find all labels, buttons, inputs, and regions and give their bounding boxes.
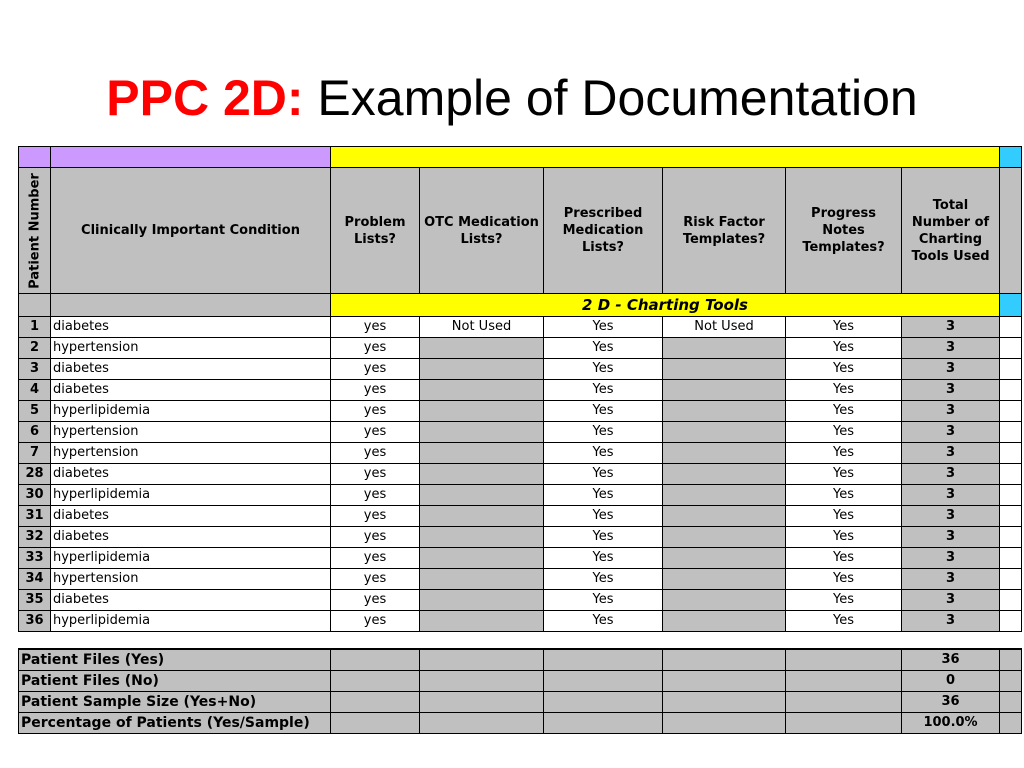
table-row xyxy=(19,569,1022,590)
title-rest: Example of Documentation xyxy=(317,70,918,126)
problem-cell: yes xyxy=(331,359,420,380)
risk-cell xyxy=(663,569,786,590)
patient-number: 28 xyxy=(19,464,51,485)
section-row xyxy=(19,294,1022,317)
condition-cell: diabetes xyxy=(51,464,331,485)
patient-number: 3 xyxy=(19,359,51,380)
otc-cell xyxy=(420,380,544,401)
patient-number: 35 xyxy=(19,590,51,611)
summary-label: Percentage of Patients (Yes/Sample) xyxy=(19,713,331,734)
risk-cell xyxy=(663,359,786,380)
otc-cell xyxy=(420,506,544,527)
progress-cell: Yes xyxy=(786,338,902,359)
otc-cell xyxy=(420,464,544,485)
table-row xyxy=(19,317,1022,338)
prescribed-cell: Yes xyxy=(544,338,663,359)
prescribed-cell: Yes xyxy=(544,590,663,611)
patient-number: 6 xyxy=(19,422,51,443)
total-cell: 3 xyxy=(902,506,1000,527)
total-cell: 3 xyxy=(902,401,1000,422)
condition-cell: hypertension xyxy=(51,422,331,443)
header-total-tools: Total Number of Charting Tools Used xyxy=(902,168,1000,294)
total-cell: 3 xyxy=(902,590,1000,611)
prescribed-cell: Yes xyxy=(544,611,663,632)
problem-cell: yes xyxy=(331,611,420,632)
table-row xyxy=(19,527,1022,548)
problem-cell: yes xyxy=(331,527,420,548)
total-cell: 3 xyxy=(902,317,1000,338)
patient-number: 31 xyxy=(19,506,51,527)
condition-cell: hypertension xyxy=(51,338,331,359)
risk-cell xyxy=(663,548,786,569)
condition-cell: diabetes xyxy=(51,590,331,611)
risk-cell xyxy=(663,506,786,527)
total-cell: 3 xyxy=(902,611,1000,632)
prescribed-cell: Yes xyxy=(544,548,663,569)
summary-label: Patient Files (Yes) xyxy=(19,649,331,671)
table-row xyxy=(19,380,1022,401)
total-cell: 3 xyxy=(902,359,1000,380)
condition-cell: diabetes xyxy=(51,527,331,548)
total-cell: 3 xyxy=(902,443,1000,464)
summary-value: 0 xyxy=(902,671,1000,692)
progress-cell: Yes xyxy=(786,380,902,401)
otc-cell xyxy=(420,611,544,632)
risk-cell xyxy=(663,611,786,632)
problem-cell: yes xyxy=(331,443,420,464)
table-row xyxy=(19,422,1022,443)
problem-cell: yes xyxy=(331,338,420,359)
table-row xyxy=(19,590,1022,611)
patient-number: 4 xyxy=(19,380,51,401)
summary-value: 100.0% xyxy=(902,713,1000,734)
otc-cell xyxy=(420,443,544,464)
problem-cell: yes xyxy=(331,380,420,401)
header-row xyxy=(19,168,1022,294)
condition-cell: diabetes xyxy=(51,317,331,338)
prescribed-cell: Yes xyxy=(544,569,663,590)
total-cell: 3 xyxy=(902,548,1000,569)
problem-cell: yes xyxy=(331,548,420,569)
patient-number: 5 xyxy=(19,401,51,422)
band-purple-2 xyxy=(51,147,331,168)
progress-cell: Yes xyxy=(786,590,902,611)
problem-cell: yes xyxy=(331,569,420,590)
spreadsheet xyxy=(18,146,1024,768)
patient-number: 32 xyxy=(19,527,51,548)
header-patient-number: Patient Number xyxy=(19,168,51,294)
section-label: 2 D - Charting Tools xyxy=(331,294,1000,317)
condition-cell: hypertension xyxy=(51,443,331,464)
table-row xyxy=(19,443,1022,464)
problem-cell: yes xyxy=(331,422,420,443)
condition-cell: hypertension xyxy=(51,569,331,590)
table-row xyxy=(19,338,1022,359)
header-prescribed-medication: Prescribed Medication Lists? xyxy=(544,168,663,294)
condition-cell: hyperlipidemia xyxy=(51,611,331,632)
condition-cell: hyperlipidemia xyxy=(51,548,331,569)
prescribed-cell: Yes xyxy=(544,464,663,485)
prescribed-cell: Yes xyxy=(544,401,663,422)
summary-row xyxy=(19,713,1022,734)
header-cut-off xyxy=(1000,168,1022,294)
header-problem-lists: Problem Lists? xyxy=(331,168,420,294)
otc-cell xyxy=(420,338,544,359)
color-band-row xyxy=(19,147,1022,168)
total-cell: 3 xyxy=(902,569,1000,590)
total-cell: 3 xyxy=(902,485,1000,506)
table-row xyxy=(19,464,1022,485)
summary-row xyxy=(19,671,1022,692)
risk-cell xyxy=(663,464,786,485)
summary-row xyxy=(19,692,1022,713)
progress-cell: Yes xyxy=(786,401,902,422)
header-condition: Clinically Important Condition xyxy=(51,168,331,294)
slide-title xyxy=(0,70,1024,126)
progress-cell: Yes xyxy=(786,485,902,506)
problem-cell: yes xyxy=(331,464,420,485)
patient-number: 36 xyxy=(19,611,51,632)
summary-row xyxy=(19,649,1022,671)
risk-cell xyxy=(663,485,786,506)
patient-number: 30 xyxy=(19,485,51,506)
progress-cell: Yes xyxy=(786,569,902,590)
otc-cell xyxy=(420,401,544,422)
patient-number: 2 xyxy=(19,338,51,359)
prescribed-cell: Yes xyxy=(544,359,663,380)
table-row xyxy=(19,359,1022,380)
summary-value: 36 xyxy=(902,649,1000,671)
condition-cell: diabetes xyxy=(51,359,331,380)
spacer-row xyxy=(19,632,1022,650)
risk-cell xyxy=(663,590,786,611)
table-row xyxy=(19,401,1022,422)
risk-cell xyxy=(663,443,786,464)
condition-cell: hyperlipidemia xyxy=(51,401,331,422)
table-row xyxy=(19,485,1022,506)
prescribed-cell: Yes xyxy=(544,506,663,527)
progress-cell: Yes xyxy=(786,527,902,548)
risk-cell xyxy=(663,401,786,422)
otc-cell: Not Used xyxy=(420,317,544,338)
total-cell: 3 xyxy=(902,527,1000,548)
progress-cell: Yes xyxy=(786,317,902,338)
risk-cell xyxy=(663,380,786,401)
prescribed-cell: Yes xyxy=(544,422,663,443)
otc-cell xyxy=(420,527,544,548)
summary-label: Patient Files (No) xyxy=(19,671,331,692)
progress-cell: Yes xyxy=(786,422,902,443)
condition-cell: hyperlipidemia xyxy=(51,485,331,506)
otc-cell xyxy=(420,422,544,443)
prescribed-cell: Yes xyxy=(544,317,663,338)
otc-cell xyxy=(420,359,544,380)
header-progress-notes: Progress Notes Templates? xyxy=(786,168,902,294)
total-cell: 3 xyxy=(902,380,1000,401)
patient-number: 34 xyxy=(19,569,51,590)
table-row xyxy=(19,506,1022,527)
patient-number: 7 xyxy=(19,443,51,464)
band-yellow xyxy=(331,147,1000,168)
risk-cell: Not Used xyxy=(663,317,786,338)
summary-label: Patient Sample Size (Yes+No) xyxy=(19,692,331,713)
problem-cell: yes xyxy=(331,590,420,611)
summary-value: 36 xyxy=(902,692,1000,713)
condition-cell: diabetes xyxy=(51,506,331,527)
progress-cell: Yes xyxy=(786,464,902,485)
header-risk-factor: Risk Factor Templates? xyxy=(663,168,786,294)
table-row xyxy=(19,548,1022,569)
progress-cell: Yes xyxy=(786,548,902,569)
progress-cell: Yes xyxy=(786,359,902,380)
patient-number: 33 xyxy=(19,548,51,569)
otc-cell xyxy=(420,590,544,611)
total-cell: 3 xyxy=(902,338,1000,359)
band-purple-1 xyxy=(19,147,51,168)
risk-cell xyxy=(663,422,786,443)
total-cell: 3 xyxy=(902,464,1000,485)
problem-cell: yes xyxy=(331,401,420,422)
prescribed-cell: Yes xyxy=(544,485,663,506)
condition-cell: diabetes xyxy=(51,380,331,401)
patient-number: 1 xyxy=(19,317,51,338)
progress-cell: Yes xyxy=(786,443,902,464)
problem-cell: yes xyxy=(331,317,420,338)
prescribed-cell: Yes xyxy=(544,443,663,464)
otc-cell xyxy=(420,569,544,590)
progress-cell: Yes xyxy=(786,611,902,632)
risk-cell xyxy=(663,338,786,359)
progress-cell: Yes xyxy=(786,506,902,527)
prescribed-cell: Yes xyxy=(544,527,663,548)
title-accent: PPC 2D: xyxy=(106,70,304,126)
otc-cell xyxy=(420,485,544,506)
total-cell: 3 xyxy=(902,422,1000,443)
problem-cell: yes xyxy=(331,506,420,527)
risk-cell xyxy=(663,527,786,548)
prescribed-cell: Yes xyxy=(544,380,663,401)
band-cyan xyxy=(1000,147,1022,168)
header-otc-medication: OTC Medication Lists? xyxy=(420,168,544,294)
table-row xyxy=(19,611,1022,632)
charting-tools-table xyxy=(18,146,1022,734)
problem-cell: yes xyxy=(331,485,420,506)
otc-cell xyxy=(420,548,544,569)
